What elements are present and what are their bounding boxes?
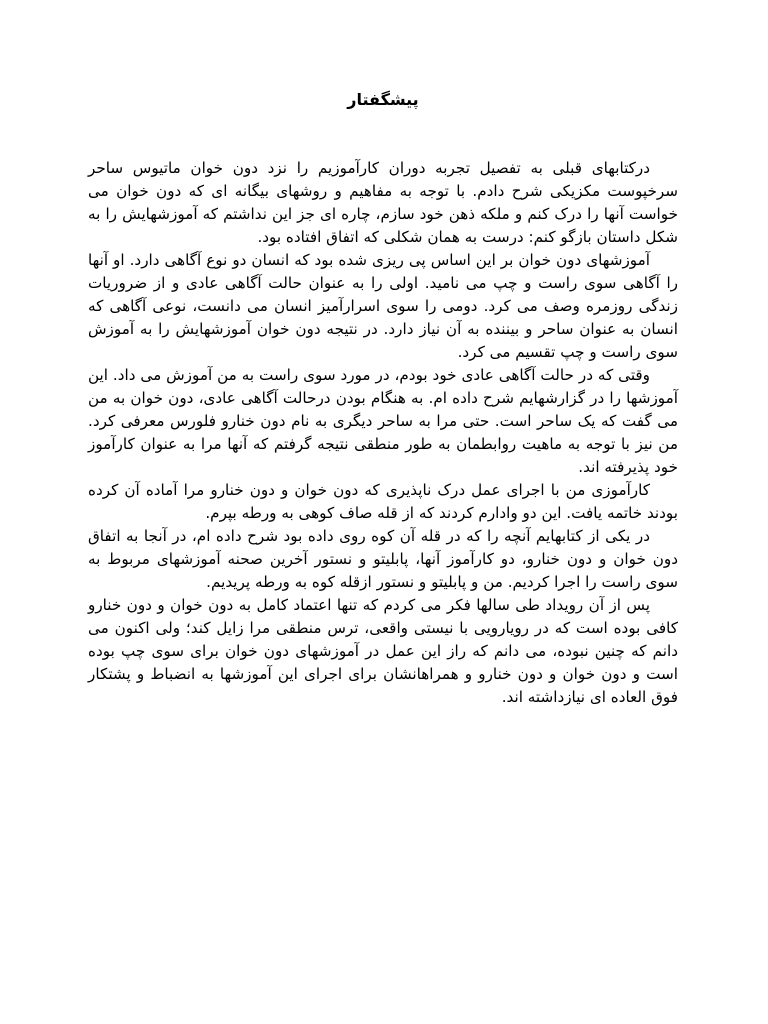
document-page	[88, 88, 678, 709]
paragraph-2: آموزشهای دون خوان بر این اساس پی ریزی شده بود که انسان دو نوع آگاهی دارد. او آنها را آگاهی سوی راست و چپ می نامید. اولی را به عنوان حالت آگاهی عادی و از ضروریات زندگی روزمره وصف می کرد. دومی را سوی اسرارآمیز انسان می دانست، نوعی آگاهی که انسان به عنوان ساحر و بیننده به آن نیاز دارد. در نتیجه دون خوان آموزشهایش را به آموزش سوی راست و چپ تقسیم می کرد.	[88, 251, 678, 361]
paragraph-1: درکتابهای قبلی به تفصیل تجربه دوران کارآموزیم را نزد دون خوان ماتیوس ساحر سرخپوست مکزیکی شرح دادم. با توجه به مفاهیم و روشهای بیگانه ای که دون خوان می خواست آنها را درک کنم و ملکه ذهن خود سازم، چاره ای جز این نداشتم که آموزشهایش را به شکل داستان بازگو کنم: درست به همان شکلی که اتفاق افتاده بود.	[88, 159, 678, 246]
document-title: پیشگفتار	[347, 90, 419, 109]
paragraph-4: کارآموزی من با اجرای عمل درک ناپذیری که دون خوان و دون خنارو مرا آماده آن کرده بودند خاتمه یافت. این دو وادارم کردند که از قله صاف کوهی به ورطه بپرم.	[88, 481, 678, 522]
paragraph-6: پس از آن رویداد طی سالها فکر می کردم که تنها اعتماد کامل به دون خوان و دون خنارو کافی بوده است که در رویارویی با نیستی واقعی، ترس منطقی مرا زایل کند؛ ولی اکنون می دانم که چنین نبوده، می دانم که راز این عمل در آموزشهای دون خوان برای سوی چپ بوده است و دون خوان و دون خنارو و همراهانشان برای اجرای این آموزشها به انضباط و پشتکار فوق العاده ای نیازداشته اند.	[88, 596, 678, 706]
paragraph-3: وقتی که در حالت آگاهی عادی خود بودم، در مورد سوی راست به من آموزش می داد. این آموزشها را در گزارشهایم شرح داده ام. به هنگام بودن درحالت آگاهی عادی، دون خوان به من می گفت که یک ساحر است. حتی مرا به ساحر دیگری به نام دون خنارو فلورس معرفی کرد. من نیز با توجه به ماهیت روابطمان به طور منطقی نتیجه گرفتم که آنها مرا به عنوان کارآموز خود پذیرفته اند.	[88, 366, 678, 476]
paragraph-5: در یکی از کتابهایم آنچه را که در قله آن کوه روی داده بود شرح داده ام، در آنجا به اتفاق دون خوان و دون خنارو، دو کارآموز آنها، پابلیتو و نستور آخرین صحنه آموزشهای مربوط به سوی راست را اجرا کردیم. من و پابلیتو و نستور ازقله کوه به ورطه پریدیم.	[88, 527, 678, 591]
